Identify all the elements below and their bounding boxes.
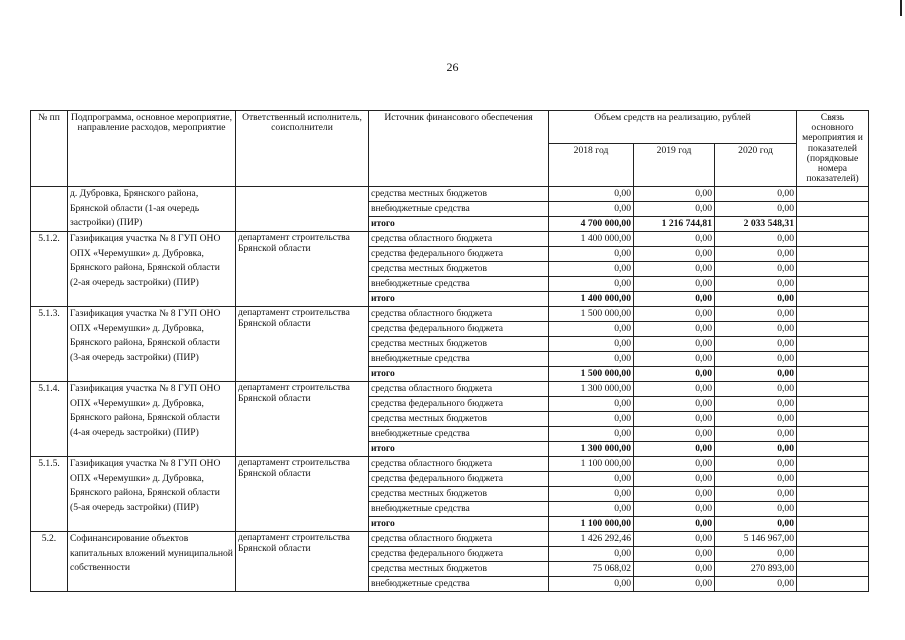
- funding-source: средства местных бюджетов: [369, 262, 549, 277]
- value-2018: 4 700 000,00: [549, 217, 634, 232]
- indicator-link-cell: [797, 307, 869, 322]
- table-row: [31, 457, 869, 472]
- indicator-link-cell: [797, 562, 869, 577]
- indicator-link-cell: [797, 442, 869, 457]
- value-2020: 0,00: [715, 307, 797, 322]
- indicator-link-cell: [797, 412, 869, 427]
- value-2020: 0,00: [715, 202, 797, 217]
- item-executor: департамент строительства Брянской области: [236, 382, 369, 457]
- scan-edge-mark: [900, 0, 902, 16]
- value-2020: 0,00: [715, 352, 797, 367]
- item-number: 5.1.4.: [31, 382, 68, 457]
- value-2020: 0,00: [715, 487, 797, 502]
- value-2019: 0,00: [634, 367, 715, 382]
- value-2019: 0,00: [634, 307, 715, 322]
- funding-source: средства областного бюджета: [369, 532, 549, 547]
- value-2020: 0,00: [715, 397, 797, 412]
- funding-source: внебюджетные средства: [369, 427, 549, 442]
- funding-source: средства местных бюджетов: [369, 337, 549, 352]
- item-number: 5.1.2.: [31, 232, 68, 307]
- funding-source: внебюджетные средства: [369, 277, 549, 292]
- item-number: [31, 187, 68, 232]
- value-2020: 0,00: [715, 322, 797, 337]
- value-2018: 1 100 000,00: [549, 457, 634, 472]
- indicator-link-cell: [797, 337, 869, 352]
- value-2019: 0,00: [634, 262, 715, 277]
- value-2018: 0,00: [549, 412, 634, 427]
- indicator-link-cell: [797, 397, 869, 412]
- value-2019: 0,00: [634, 472, 715, 487]
- funding-source: средства федерального бюджета: [369, 397, 549, 412]
- value-2020: 0,00: [715, 262, 797, 277]
- value-2019: 0,00: [634, 277, 715, 292]
- value-2018: 0,00: [549, 262, 634, 277]
- item-executor: департамент строительства Брянской области: [236, 457, 369, 532]
- indicator-link-cell: [797, 532, 869, 547]
- indicator-link-cell: [797, 262, 869, 277]
- funding-source: средства федерального бюджета: [369, 547, 549, 562]
- indicator-link-cell: [797, 232, 869, 247]
- item-name: д. Дубровка, Брянского района, Брянской области (1-ая очередь застройки) (ПИР): [68, 187, 236, 232]
- indicator-link-cell: [797, 487, 869, 502]
- indicator-link-cell: [797, 367, 869, 382]
- value-2018: 0,00: [549, 247, 634, 262]
- value-2020: 0,00: [715, 457, 797, 472]
- funding-source: средства федерального бюджета: [369, 247, 549, 262]
- financing-table: [30, 110, 869, 592]
- value-2018: 1 400 000,00: [549, 232, 634, 247]
- value-2018: 1 500 000,00: [549, 367, 634, 382]
- funding-source: итого: [369, 217, 549, 232]
- value-2019: 0,00: [634, 427, 715, 442]
- header-name: Подпрограмма, основное мероприятие, направление расходов, мероприятие: [68, 111, 236, 187]
- value-2020: 0,00: [715, 292, 797, 307]
- value-2019: 0,00: [634, 442, 715, 457]
- value-2018: 0,00: [549, 337, 634, 352]
- table-row: [31, 382, 869, 397]
- value-2019: 0,00: [634, 202, 715, 217]
- indicator-link-cell: [797, 217, 869, 232]
- value-2020: 270 893,00: [715, 562, 797, 577]
- value-2018: 0,00: [549, 277, 634, 292]
- value-2020: 0,00: [715, 442, 797, 457]
- value-2020: 0,00: [715, 382, 797, 397]
- value-2018: 0,00: [549, 547, 634, 562]
- value-2018: 0,00: [549, 187, 634, 202]
- value-2019: 0,00: [634, 292, 715, 307]
- value-2018: 1 426 292,46: [549, 532, 634, 547]
- value-2019: 0,00: [634, 457, 715, 472]
- indicator-link-cell: [797, 352, 869, 367]
- header-source: Источник финансового обеспечения: [369, 111, 549, 187]
- item-executor: департамент строительства Брянской области: [236, 307, 369, 382]
- item-executor: [236, 187, 369, 232]
- item-name: Газификация участка № 8 ГУП ОНО ОПХ «Черемушки» д. Дубровка, Брянского района, Брянской области (4-ая очередь застройки) (ПИР): [68, 382, 236, 457]
- indicator-link-cell: [797, 502, 869, 517]
- table-body: [31, 187, 869, 592]
- funding-source: внебюджетные средства: [369, 202, 549, 217]
- indicator-link-cell: [797, 292, 869, 307]
- item-name: Газификация участка № 8 ГУП ОНО ОПХ «Черемушки» д. Дубровка, Брянского района, Брянской области (2-ая очередь застройки) (ПИР): [68, 232, 236, 307]
- value-2018: 0,00: [549, 352, 634, 367]
- value-2020: 0,00: [715, 187, 797, 202]
- value-2019: 0,00: [634, 232, 715, 247]
- value-2019: 0,00: [634, 517, 715, 532]
- funding-source: итого: [369, 517, 549, 532]
- header-num: № пп: [31, 111, 68, 187]
- value-2020: 0,00: [715, 277, 797, 292]
- table-row: [31, 232, 869, 247]
- header-year-2020: 2020 год: [715, 144, 797, 187]
- indicator-link-cell: [797, 547, 869, 562]
- value-2018: 1 500 000,00: [549, 307, 634, 322]
- funding-source: внебюджетные средства: [369, 352, 549, 367]
- value-2020: 0,00: [715, 547, 797, 562]
- value-2018: 1 400 000,00: [549, 292, 634, 307]
- value-2018: 0,00: [549, 472, 634, 487]
- item-name: Газификация участка № 8 ГУП ОНО ОПХ «Черемушки» д. Дубровка, Брянского района, Брянской области (3-ая очередь застройки) (ПИР): [68, 307, 236, 382]
- value-2018: 0,00: [549, 577, 634, 592]
- value-2020: 0,00: [715, 412, 797, 427]
- indicator-link-cell: [797, 457, 869, 472]
- funding-source: средства федерального бюджета: [369, 322, 549, 337]
- indicator-link-cell: [797, 517, 869, 532]
- value-2018: 0,00: [549, 427, 634, 442]
- value-2018: 0,00: [549, 397, 634, 412]
- item-executor: департамент строительства Брянской области: [236, 532, 369, 592]
- item-name: Софинансирование объектов капитальных вложений муниципальной собственности: [68, 532, 236, 592]
- table-row: [31, 307, 869, 322]
- value-2019: 0,00: [634, 352, 715, 367]
- funding-source: средства местных бюджетов: [369, 487, 549, 502]
- funding-source: средства местных бюджетов: [369, 412, 549, 427]
- funding-source: итого: [369, 367, 549, 382]
- table-row: [31, 532, 869, 547]
- value-2020: 0,00: [715, 232, 797, 247]
- value-2018: 0,00: [549, 502, 634, 517]
- value-2019: 0,00: [634, 577, 715, 592]
- value-2019: 0,00: [634, 562, 715, 577]
- item-executor: департамент строительства Брянской области: [236, 232, 369, 307]
- value-2020: 0,00: [715, 472, 797, 487]
- value-2020: 0,00: [715, 517, 797, 532]
- value-2019: 0,00: [634, 532, 715, 547]
- value-2018: 1 100 000,00: [549, 517, 634, 532]
- funding-source: внебюджетные средства: [369, 577, 549, 592]
- funding-source: средства областного бюджета: [369, 232, 549, 247]
- value-2018: 0,00: [549, 487, 634, 502]
- funding-source: средства федерального бюджета: [369, 472, 549, 487]
- funding-source: средства местных бюджетов: [369, 187, 549, 202]
- item-number: 5.1.3.: [31, 307, 68, 382]
- item-number: 5.1.5.: [31, 457, 68, 532]
- value-2019: 0,00: [634, 412, 715, 427]
- value-2019: 0,00: [634, 502, 715, 517]
- page-number: 26: [446, 60, 459, 74]
- financing-table-wrapper: [30, 110, 869, 592]
- indicator-link-cell: [797, 247, 869, 262]
- funding-source: итого: [369, 442, 549, 457]
- funding-source: внебюджетные средства: [369, 502, 549, 517]
- indicator-link-cell: [797, 382, 869, 397]
- header-year-2019: 2019 год: [634, 144, 715, 187]
- value-2018: 75 068,02: [549, 562, 634, 577]
- value-2020: 0,00: [715, 577, 797, 592]
- indicator-link-cell: [797, 202, 869, 217]
- value-2019: 0,00: [634, 187, 715, 202]
- header-executor: Ответственный исполнитель, соисполнители: [236, 111, 369, 187]
- item-name: Газификация участка № 8 ГУП ОНО ОПХ «Черемушки» д. Дубровка, Брянского района, Брянской области (5-ая очередь застройки) (ПИР): [68, 457, 236, 532]
- value-2019: 0,00: [634, 547, 715, 562]
- value-2019: 0,00: [634, 397, 715, 412]
- table-row: [31, 187, 869, 202]
- value-2020: 0,00: [715, 337, 797, 352]
- value-2018: 1 300 000,00: [549, 382, 634, 397]
- value-2018: 0,00: [549, 322, 634, 337]
- funding-source: средства областного бюджета: [369, 382, 549, 397]
- value-2018: 0,00: [549, 202, 634, 217]
- item-number: 5.2.: [31, 532, 68, 592]
- funding-source: средства областного бюджета: [369, 457, 549, 472]
- value-2019: 0,00: [634, 382, 715, 397]
- value-2020: 5 146 967,00: [715, 532, 797, 547]
- header-link: Связь основного мероприятия и показателей (порядковые номера показателей): [797, 111, 869, 187]
- indicator-link-cell: [797, 277, 869, 292]
- indicator-link-cell: [797, 472, 869, 487]
- indicator-link-cell: [797, 322, 869, 337]
- value-2020: 0,00: [715, 427, 797, 442]
- value-2019: 0,00: [634, 487, 715, 502]
- value-2020: 0,00: [715, 247, 797, 262]
- value-2020: 0,00: [715, 502, 797, 517]
- value-2020: 2 033 548,31: [715, 217, 797, 232]
- funding-source: средства областного бюджета: [369, 307, 549, 322]
- value-2019: 0,00: [634, 247, 715, 262]
- funding-source: средства местных бюджетов: [369, 562, 549, 577]
- header-year-2018: 2018 год: [549, 144, 634, 187]
- value-2018: 1 300 000,00: [549, 442, 634, 457]
- indicator-link-cell: [797, 427, 869, 442]
- value-2020: 0,00: [715, 367, 797, 382]
- value-2019: 1 216 744,81: [634, 217, 715, 232]
- header-volume: Объем средств на реализацию, рублей: [549, 111, 797, 144]
- funding-source: итого: [369, 292, 549, 307]
- indicator-link-cell: [797, 187, 869, 202]
- value-2019: 0,00: [634, 337, 715, 352]
- indicator-link-cell: [797, 577, 869, 592]
- table-header: [31, 111, 869, 187]
- value-2019: 0,00: [634, 322, 715, 337]
